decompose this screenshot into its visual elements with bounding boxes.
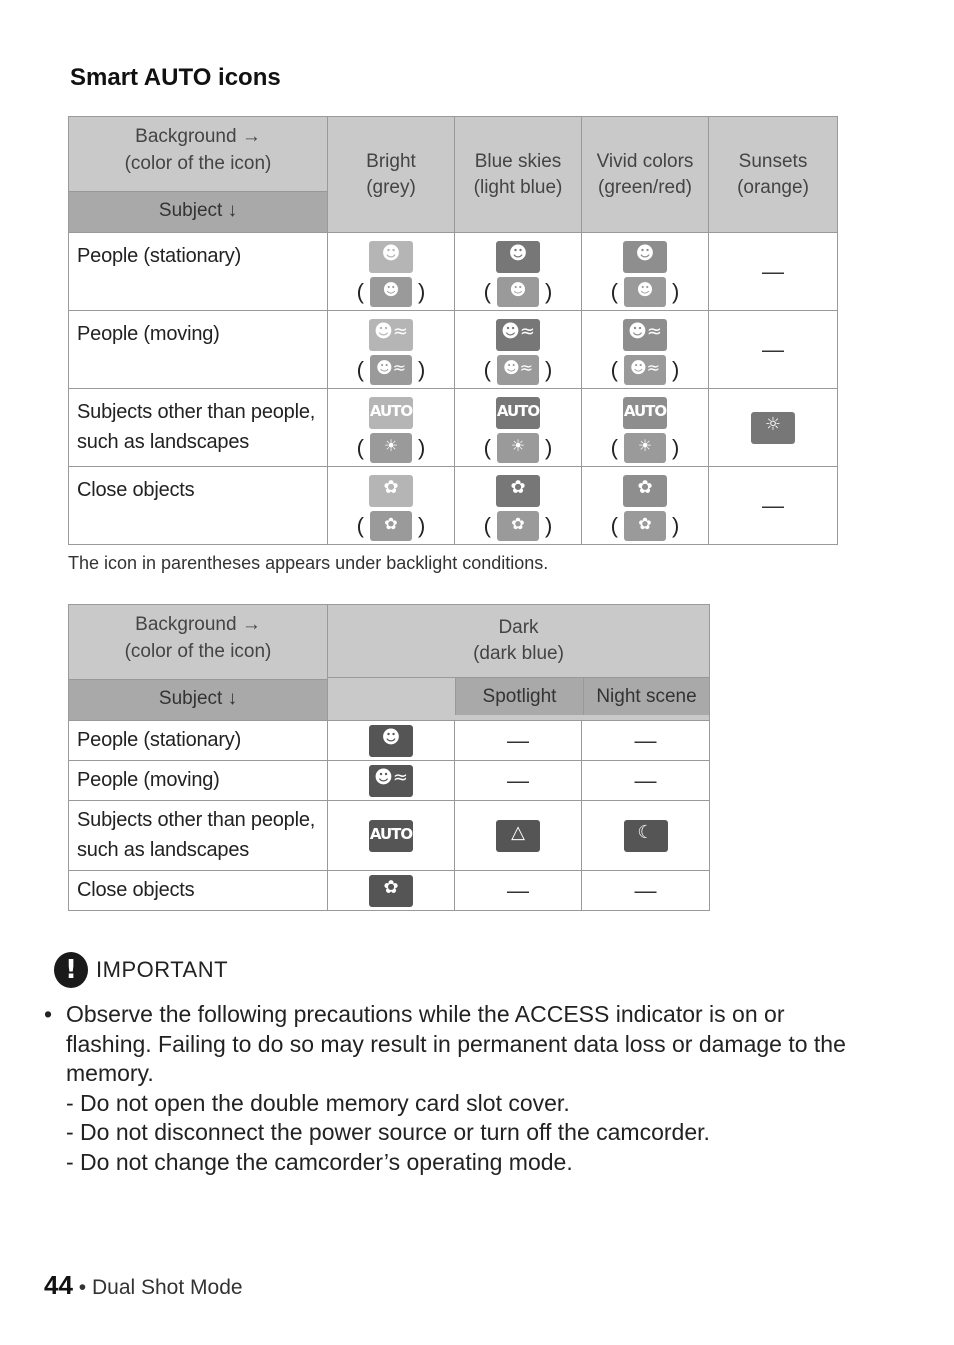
table-row [69, 871, 710, 911]
column-header-sunsets [709, 117, 838, 233]
icon-cell-blue-skies: ☻≈ ( ☻≈ ) [455, 311, 582, 389]
header-background-label: Background → [135, 126, 261, 147]
table1-corner-header [69, 117, 328, 233]
auto-backlight-icon: ☀ [370, 433, 412, 463]
icon-cell-bright: ☻ ( ☻ ) [328, 233, 455, 311]
auto-icon: AUTO [369, 397, 413, 429]
precaution-list [66, 1089, 860, 1178]
column-header-bright [328, 117, 455, 233]
page-number: 44 [44, 1270, 73, 1300]
dark-background-icons-table [68, 604, 710, 911]
icon-cell-blue-skies: ☻ ( ☻ ) [455, 233, 582, 311]
column-color: (green/red) [598, 176, 692, 198]
dash: — [634, 767, 657, 793]
night-scene-icon: ☾ [624, 820, 668, 852]
person-icon: ☻ [496, 241, 540, 273]
column-color: (grey) [366, 176, 416, 198]
column-name: Sunsets [738, 150, 808, 172]
row-subject [69, 233, 328, 311]
moving-person-backlight-icon: ☻≈ [370, 355, 412, 385]
important-body [30, 1000, 860, 1177]
person-backlight-icon: ☻ [370, 277, 412, 307]
list-item: - Do not disconnect the power source or turn off the camcorder. [66, 1119, 710, 1145]
column-header-blue-skies [455, 117, 582, 233]
person-icon: ☻ [369, 241, 413, 273]
subject-text: People (stationary) [77, 729, 242, 751]
column-color: (dark blue) [473, 643, 564, 664]
sunset-icon: ☼ [751, 412, 795, 444]
table-row [69, 721, 710, 761]
table-row [69, 801, 710, 871]
list-item: - Do not open the double memory card slot cover. [66, 1089, 570, 1116]
dash: — [507, 727, 529, 753]
subject-text: Close objects [77, 479, 195, 501]
icon-cell-night-scene [582, 761, 710, 801]
moving-person-icon: ☻≈ [496, 319, 540, 351]
dash: — [507, 877, 529, 903]
icon-cell-spotlight [455, 801, 582, 871]
footer-section: Dual Shot Mode [91, 1276, 243, 1299]
person-backlight-icon: ☻ [497, 277, 539, 307]
icon-cell-bright: ☻≈ ( ☻≈ ) [328, 311, 455, 389]
moving-person-icon: ☻≈ [623, 319, 667, 351]
icon-cell-spotlight [455, 721, 582, 761]
icon-cell-spotlight [455, 761, 582, 801]
row-subject [69, 467, 328, 545]
table-row [69, 467, 838, 545]
table-row [69, 233, 838, 311]
table-row [69, 761, 710, 801]
section-title: Smart AUTO icons [70, 64, 281, 91]
important-label: IMPORTANT [96, 957, 229, 982]
row-subject [69, 721, 328, 761]
subject-text: Subjects other than people, [77, 401, 316, 423]
icon-cell-bright: AUTO ( ☀ ) [328, 389, 455, 467]
person-backlight-icon: ☻ [624, 277, 666, 307]
subcolumn-spotlight: Spotlight [456, 678, 584, 715]
column-header-vivid-colors [582, 117, 709, 233]
auto-backlight-icon: ☀ [497, 433, 539, 463]
subject-text: such as landscapes [77, 839, 250, 861]
person-icon: ☻ [623, 241, 667, 273]
column-name: Bright [366, 150, 416, 172]
auto-backlight-icon: ☀ [624, 433, 666, 463]
flower-backlight-icon: ✿ [497, 511, 539, 541]
dash: — [634, 727, 657, 753]
icon-cell-vivid-colors: ☻ ( ☻ ) [582, 233, 709, 311]
icon-cell-bright: ✿ ( ✿ ) [328, 467, 455, 545]
column-name: Vivid colors [596, 150, 694, 172]
moving-person-backlight-icon: ☻≈ [497, 355, 539, 385]
icon-cell-dark [328, 801, 455, 871]
flower-icon: ✿ [496, 475, 540, 507]
table-row [69, 311, 838, 389]
person-icon: ☻ [369, 725, 413, 757]
icon-cell-vivid-colors: ✿ ( ✿ ) [582, 467, 709, 545]
backlight-note: The icon in parentheses appears under backlight conditions. [68, 553, 549, 573]
icon-cell-dark [328, 721, 455, 761]
icon-cell-night-scene [582, 801, 710, 871]
flower-backlight-icon: ✿ [370, 511, 412, 541]
column-color: (light blue) [473, 176, 563, 198]
column-name: Blue skies [474, 150, 562, 172]
dash: — [507, 767, 529, 793]
bullet: • [43, 1001, 53, 1027]
flower-backlight-icon: ✿ [624, 511, 666, 541]
header-color-note: (color of the icon) [124, 153, 272, 174]
icon-cell-blue-skies: AUTO ( ☀ ) [455, 389, 582, 467]
subject-text: People (moving) [77, 323, 220, 345]
icon-cell-sunsets [709, 389, 838, 467]
important-paragraph: Observe the following precautions while the ACCESS indicator is on or flashing. Failing to do so may result in permanent data loss or damage to the memory. [66, 1001, 846, 1086]
moving-person-icon: ☻≈ [369, 319, 413, 351]
column-color: (orange) [737, 176, 809, 198]
auto-icon: AUTO [369, 820, 413, 852]
subject-text: such as landscapes [77, 431, 250, 453]
icon-cell-night-scene [582, 721, 710, 761]
icon-cell-spotlight [455, 871, 582, 911]
subject-text: People (stationary) [77, 245, 242, 267]
flower-icon: ✿ [369, 475, 413, 507]
icon-cell-dark [328, 871, 455, 911]
flower-icon: ✿ [623, 475, 667, 507]
icon-cell-night-scene [582, 871, 710, 911]
subject-text: People (moving) [77, 769, 220, 791]
column-name: Dark [498, 617, 539, 638]
icon-cell-sunsets [709, 233, 838, 311]
flower-icon: ✿ [369, 875, 413, 907]
header-background-label: Background → [135, 614, 261, 635]
subject-text: Subjects other than people, [77, 809, 316, 831]
icon-cell-sunsets [709, 467, 838, 545]
moving-person-icon: ☻≈ [369, 765, 413, 797]
icon-cell-dark [328, 761, 455, 801]
dash: — [634, 877, 657, 903]
icon-cell-vivid-colors: ☻≈ ( ☻≈ ) [582, 311, 709, 389]
row-subject [69, 761, 328, 801]
list-item: - Do not change the camcorder’s operating mode. [66, 1148, 573, 1175]
row-subject [69, 871, 328, 911]
subject-text: Close objects [77, 879, 195, 901]
header-color-note: (color of the icon) [124, 641, 272, 662]
page-footer [44, 1270, 243, 1301]
header-subject-label: Subject ↓ [69, 191, 327, 232]
smart-auto-icons-table [68, 116, 838, 545]
important-heading [54, 952, 228, 988]
dash: — [762, 492, 784, 518]
row-subject [69, 389, 328, 467]
table-row [69, 389, 838, 467]
subcolumn-night-scene: Night scene [584, 678, 709, 715]
row-subject [69, 311, 328, 389]
exclamation-icon: ! [54, 952, 88, 988]
auto-icon: AUTO [623, 397, 667, 429]
auto-icon: AUTO [496, 397, 540, 429]
dash: — [762, 336, 784, 362]
icon-cell-vivid-colors: AUTO ( ☀ ) [582, 389, 709, 467]
moving-person-backlight-icon: ☻≈ [624, 355, 666, 385]
dash: — [762, 258, 784, 284]
spotlight-icon: △ [496, 820, 540, 852]
table2-corner-header [69, 605, 328, 721]
header-subject-label: Subject ↓ [69, 679, 327, 720]
icon-cell-blue-skies: ✿ ( ✿ ) [455, 467, 582, 545]
footer-separator: • [78, 1276, 87, 1299]
column-header-dark [328, 605, 710, 721]
row-subject [69, 801, 328, 871]
icon-cell-sunsets [709, 311, 838, 389]
